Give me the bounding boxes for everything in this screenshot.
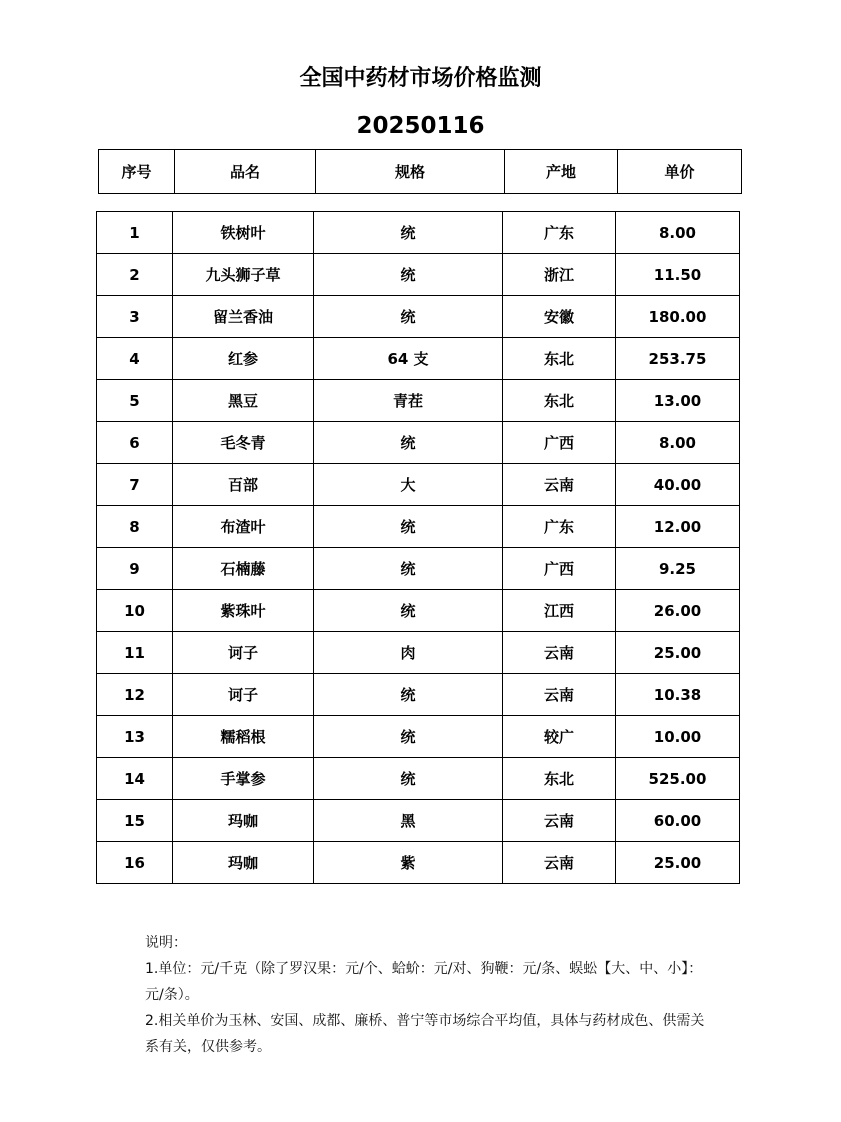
- table-row: [97, 212, 740, 254]
- header-origin: 产地: [505, 150, 618, 194]
- cell-spec: 黑: [314, 800, 503, 842]
- table-row: [97, 842, 740, 884]
- notes: [145, 930, 705, 1060]
- table-row: [97, 380, 740, 422]
- cell-origin: 云南: [503, 842, 616, 884]
- header-name: 品名: [175, 150, 316, 194]
- cell-name: 手掌参: [173, 758, 314, 800]
- cell-name: 毛冬青: [173, 422, 314, 464]
- cell-origin: 云南: [503, 674, 616, 716]
- cell-name: 黑豆: [173, 380, 314, 422]
- cell-origin: 东北: [503, 758, 616, 800]
- cell-origin: 云南: [503, 632, 616, 674]
- cell-origin: 广东: [503, 506, 616, 548]
- cell-no: 15: [97, 800, 173, 842]
- cell-spec: 统: [314, 296, 503, 338]
- table-row: [97, 338, 740, 380]
- cell-name: 诃子: [173, 632, 314, 674]
- cell-no: 1: [97, 212, 173, 254]
- cell-name: 石楠藤: [173, 548, 314, 590]
- notes-line-1: 1.单位：元/千克（除了罗汉果：元/个、蛤蚧：元/对、狗鞭：元/条、蜈蚣【大、中、小】：元/条）。: [145, 961, 703, 1003]
- cell-origin: 广西: [503, 422, 616, 464]
- cell-name: 糯稻根: [173, 716, 314, 758]
- cell-spec: 大: [314, 464, 503, 506]
- cell-no: 3: [97, 296, 173, 338]
- table-row: [97, 800, 740, 842]
- cell-price: 25.00: [616, 842, 740, 884]
- cell-price: 12.00: [616, 506, 740, 548]
- table-row: [97, 296, 740, 338]
- cell-spec: 统: [314, 212, 503, 254]
- cell-price: 8.00: [616, 422, 740, 464]
- cell-no: 8: [97, 506, 173, 548]
- table-row: [97, 422, 740, 464]
- cell-price: 40.00: [616, 464, 740, 506]
- cell-no: 11: [97, 632, 173, 674]
- table-header: [98, 149, 742, 194]
- cell-spec: 统: [314, 758, 503, 800]
- cell-no: 6: [97, 422, 173, 464]
- cell-name: 玛咖: [173, 800, 314, 842]
- cell-no: 9: [97, 548, 173, 590]
- cell-origin: 浙江: [503, 254, 616, 296]
- cell-origin: 广东: [503, 212, 616, 254]
- cell-no: 14: [97, 758, 173, 800]
- cell-name: 留兰香油: [173, 296, 314, 338]
- notes-heading: 说明：: [145, 935, 187, 951]
- cell-origin: 江西: [503, 590, 616, 632]
- cell-price: 525.00: [616, 758, 740, 800]
- price-table: [96, 211, 740, 884]
- cell-no: 16: [97, 842, 173, 884]
- cell-name: 紫珠叶: [173, 590, 314, 632]
- table-row: [97, 716, 740, 758]
- cell-origin: 东北: [503, 380, 616, 422]
- table-row: [97, 590, 740, 632]
- cell-price: 9.25: [616, 548, 740, 590]
- cell-origin: 东北: [503, 338, 616, 380]
- cell-spec: 统: [314, 506, 503, 548]
- cell-origin: 较广: [503, 716, 616, 758]
- cell-spec: 统: [314, 674, 503, 716]
- cell-price: 25.00: [616, 632, 740, 674]
- header-spec: 规格: [316, 150, 505, 194]
- cell-price: 253.75: [616, 338, 740, 380]
- cell-name: 百部: [173, 464, 314, 506]
- cell-origin: 安徽: [503, 296, 616, 338]
- cell-name: 九头狮子草: [173, 254, 314, 296]
- cell-price: 180.00: [616, 296, 740, 338]
- cell-no: 7: [97, 464, 173, 506]
- cell-origin: 云南: [503, 800, 616, 842]
- cell-origin: 广西: [503, 548, 616, 590]
- report-date: 20250116: [356, 113, 485, 139]
- header-price: 单价: [618, 150, 742, 194]
- table-row: [97, 254, 740, 296]
- cell-name: 玛咖: [173, 842, 314, 884]
- cell-price: 10.00: [616, 716, 740, 758]
- cell-name: 铁树叶: [173, 212, 314, 254]
- table-row: [97, 674, 740, 716]
- cell-price: 10.38: [616, 674, 740, 716]
- table-row: [97, 758, 740, 800]
- cell-spec: 统: [314, 716, 503, 758]
- cell-no: 2: [97, 254, 173, 296]
- cell-no: 12: [97, 674, 173, 716]
- cell-spec: 青茬: [314, 380, 503, 422]
- cell-price: 11.50: [616, 254, 740, 296]
- page-title: 全国中药材市场价格监测: [299, 66, 542, 91]
- cell-spec: 统: [314, 590, 503, 632]
- cell-no: 13: [97, 716, 173, 758]
- cell-no: 10: [97, 590, 173, 632]
- table-row: [97, 506, 740, 548]
- cell-price: 8.00: [616, 212, 740, 254]
- cell-spec: 肉: [314, 632, 503, 674]
- cell-spec: 64 支: [314, 338, 503, 380]
- cell-name: 红参: [173, 338, 314, 380]
- table-row: [97, 632, 740, 674]
- notes-line-2: 2.相关单价为玉林、安国、成都、廉桥、普宁等市场综合平均值，具体与药材成色、供需关系有关，仅供参考。: [145, 1013, 705, 1055]
- cell-spec: 统: [314, 254, 503, 296]
- cell-price: 60.00: [616, 800, 740, 842]
- cell-price: 13.00: [616, 380, 740, 422]
- cell-spec: 紫: [314, 842, 503, 884]
- cell-price: 26.00: [616, 590, 740, 632]
- cell-spec: 统: [314, 422, 503, 464]
- table-row: [97, 548, 740, 590]
- cell-name: 布渣叶: [173, 506, 314, 548]
- cell-origin: 云南: [503, 464, 616, 506]
- cell-spec: 统: [314, 548, 503, 590]
- header-no: 序号: [99, 150, 175, 194]
- table-row: [97, 464, 740, 506]
- cell-no: 5: [97, 380, 173, 422]
- cell-name: 诃子: [173, 674, 314, 716]
- cell-no: 4: [97, 338, 173, 380]
